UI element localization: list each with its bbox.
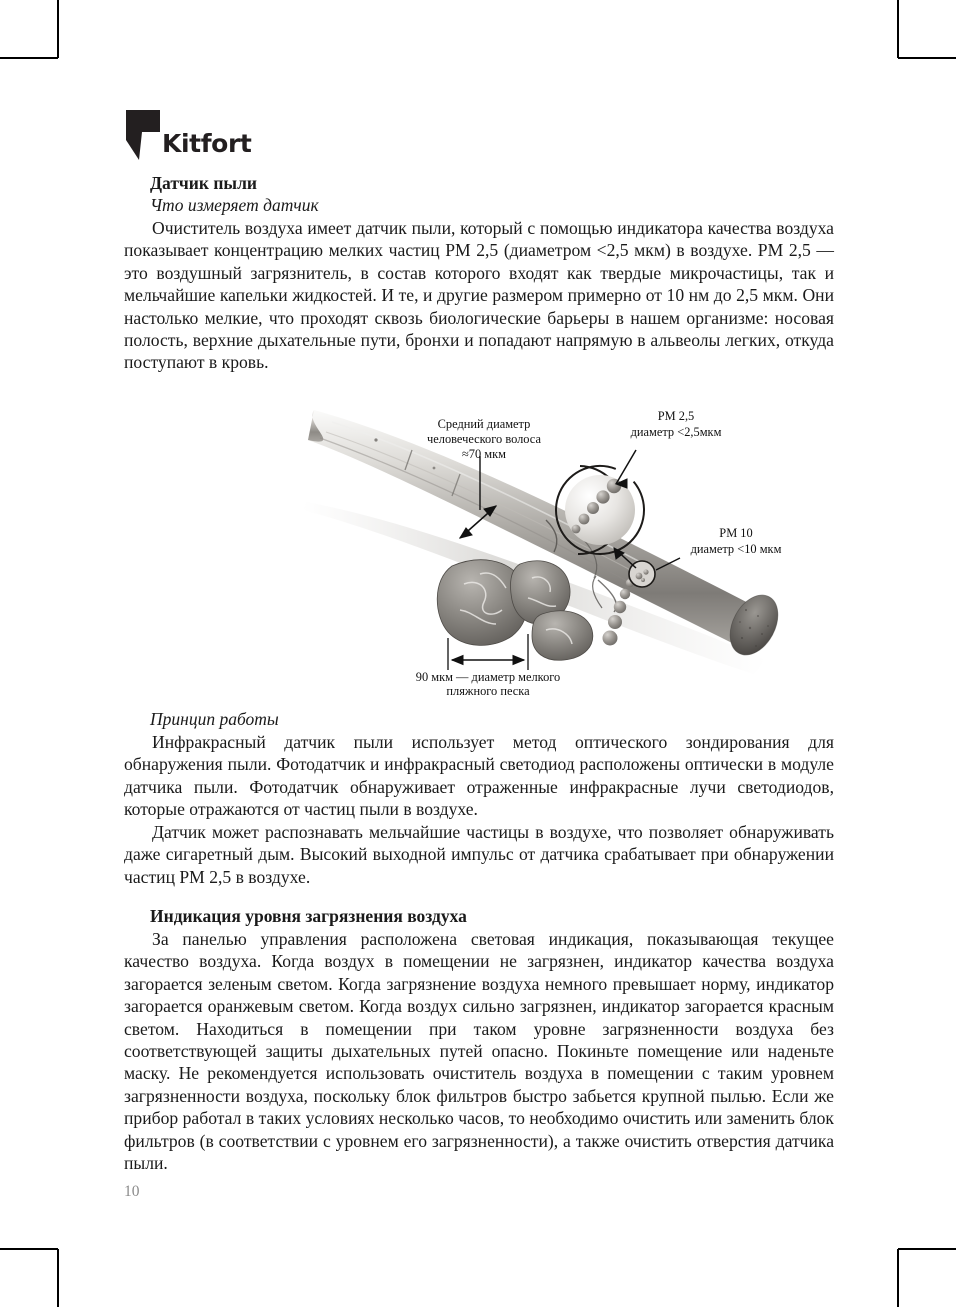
figure-label-pm10-line2: диаметр <10 мкм (690, 542, 782, 556)
brand-logo (126, 108, 251, 160)
crop-mark-top-right-horizontal (898, 57, 956, 59)
figure-graphic (284, 398, 814, 698)
page-content (124, 0, 834, 1307)
crop-mark-bottom-right-vertical (897, 1249, 899, 1307)
brand-name: Kitfort (162, 129, 252, 158)
page-number: 10 (124, 1183, 140, 1200)
figure-label-hair-line2: человеческого волоса (427, 432, 541, 446)
section-heading-dust-sensor (124, 172, 834, 194)
crop-mark-bottom-left-horizontal (0, 1248, 58, 1250)
crop-mark-top-left-horizontal (0, 57, 58, 59)
figure-particle-size-comparison (284, 398, 814, 698)
paragraph-text: Инфракрасный датчик пыли использует метод оптического зондирования для обнаружения пыли. Фотодатчик и инфракрасный светодиод расположены оптически в модуле датчика пыли. Фотодатчик обнаруживает отраженные инфракрасные лучи светодиодов, которые отражаются от частиц пыли в воздухе. (124, 732, 834, 820)
figure-label-sand-line2: пляжного песка (446, 684, 530, 698)
paragraph-indication (124, 928, 834, 1174)
subheading-text: Что измеряет датчик (150, 195, 319, 215)
figure-label-pm25-line1: PM 2,5 (657, 409, 695, 423)
subheading-what-sensor-measures (124, 194, 834, 216)
subheading-principle-of-operation (124, 708, 834, 730)
figure-label-pm10-line1: PM 10 (719, 526, 753, 540)
heading-text: Датчик пыли (150, 173, 257, 193)
figure-label-sand-line1: 90 мкм — диаметр мелкого (415, 670, 561, 684)
section-heading-pollution-indication (124, 905, 834, 927)
paragraph-principle-2 (124, 821, 834, 888)
crop-mark-top-right-vertical (897, 0, 899, 58)
paragraph-principle-1 (124, 731, 834, 821)
paragraph-text: Очиститель воздуха имеет датчик пыли, который с помощью индикатора качества воздуха показывает концентрацию мелких частиц PM 2,5 (диаметром <2,5 мкм) в воздухе. PM 2,5 — это воздушный загрязнитель, в состав которого входят как твердые микрочастицы, так и мельчайшие капельки жидкостей. И те, и другие размером примерно от 10 нм до 2,5 мкм. Они настолько мелкие, что проходят сквозь биологические барьеры в нашем организме: носовая полость, верхние дыхательные пути, бронхи и попадают напрямую в альвеолы легких, откуда поступают в кровь. (124, 218, 834, 373)
paragraph-text: За панелью управления расположена световая индикация, показывающая текущее качество воздуха. Когда воздух в помещении не загрязнен, индикатор качества воздуха загорается зеленым светом. Когда загрязнение воздуха немного превышает норму, индикатор загорается оранжевым светом. Когда воздух сильно загрязнен, индикатор загорается красным светом. Находиться в помещении при таком уровне загрязненности воздуха без соответствующей защиты дыхательных путей опасно. Покиньте помещение или наденьте маску. Не рекомендуется использовать очиститель воздуха в помещении с таким уровнем загрязненности воздуха, поскольку блок фильтров быстро забьется крупной пылью. Если же прибор работал в таких условиях несколько часов, то необходимо очистить или заменить блок фильтров (в соответствии с уровнем его загрязненности), а также очистить отверстия датчика пыли. (124, 929, 834, 1174)
figure-label-pm25-line2: диаметр <2,5мкм (630, 425, 722, 439)
paragraph-text: Датчик может распознавать мельчайшие частицы в воздухе, что позволяет обнаруживать даже сигаретный дым. Высокий выходной импульс от датчика срабатывает при обнаружении частиц PM 2,5 в воздухе. (124, 822, 834, 887)
figure-label-hair-line1: Средний диаметр (437, 417, 531, 431)
kitfort-flag-icon (126, 110, 160, 160)
beach-sand-grains (437, 560, 593, 660)
crop-mark-top-left-vertical (57, 0, 59, 58)
crop-mark-bottom-left-vertical (57, 1249, 59, 1307)
paragraph-intro (124, 217, 834, 374)
figure-label-hair-line3: ≈70 мкм (462, 447, 506, 461)
crop-mark-bottom-right-horizontal (898, 1248, 956, 1250)
subheading-text: Принцип работы (150, 709, 279, 729)
heading-text: Индикация уровня загрязнения воздуха (150, 906, 467, 926)
